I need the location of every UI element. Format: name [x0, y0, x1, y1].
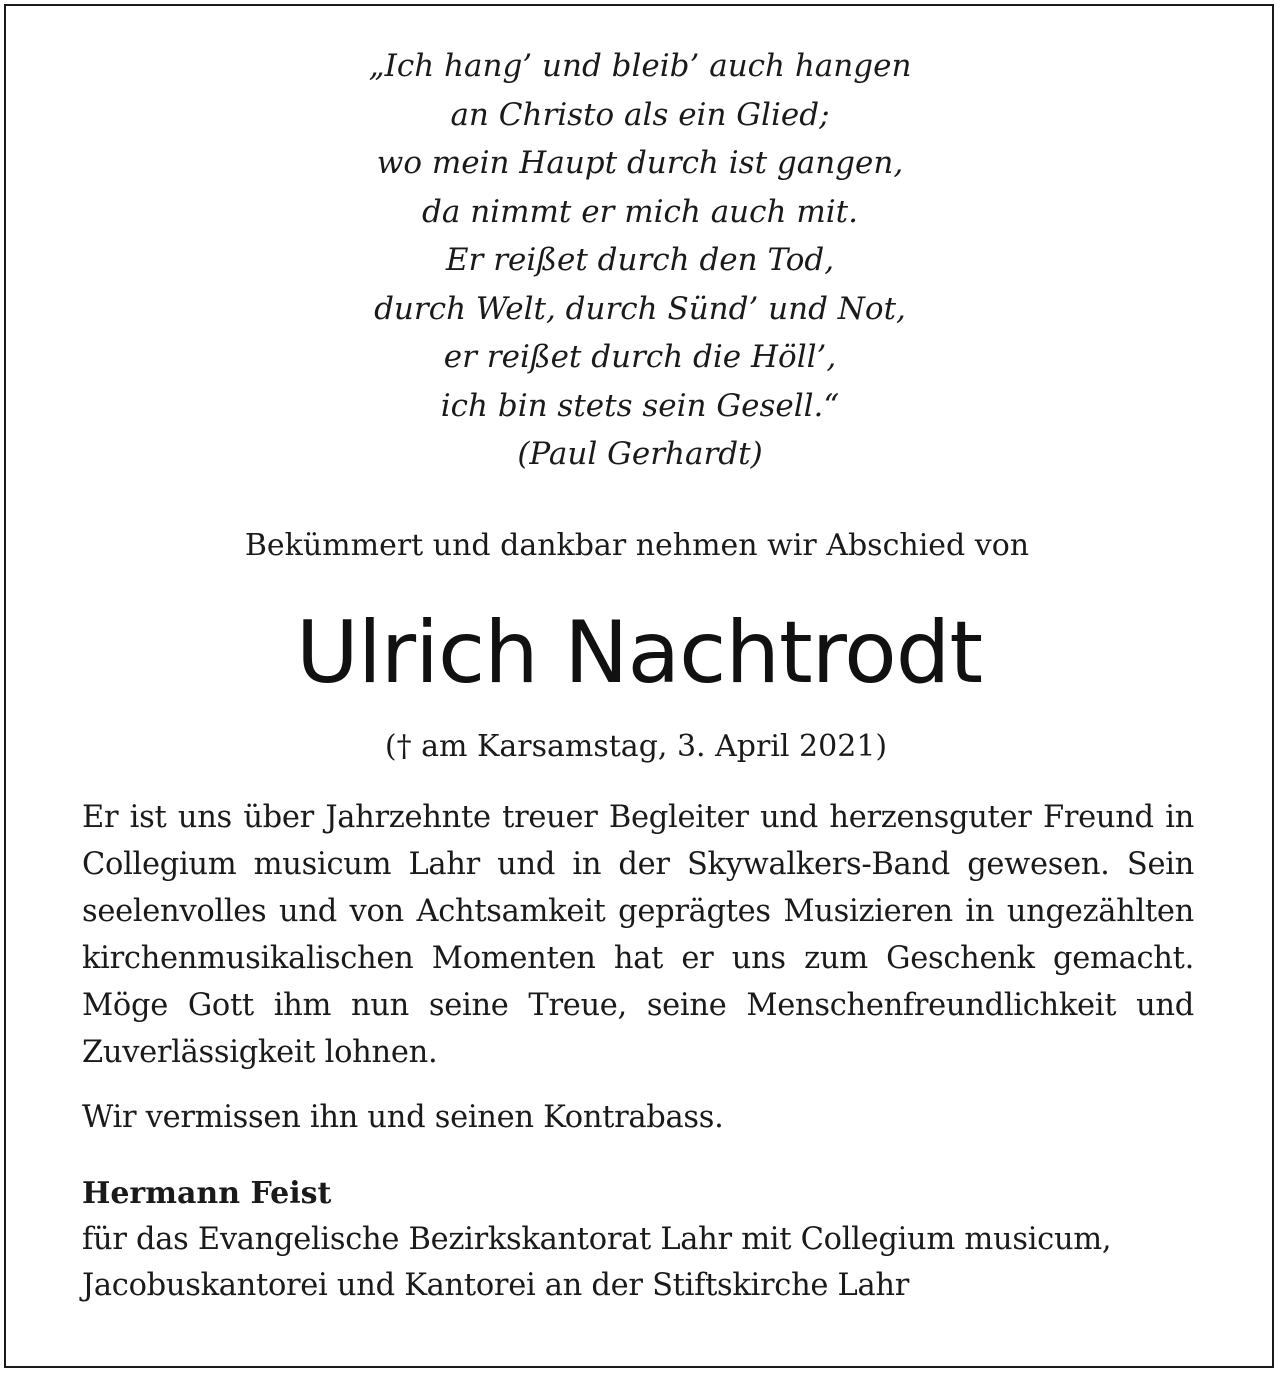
paragraph-line: Collegium musicum Lahr und in der Skywalkers-Band gewesen. Sein [82, 847, 1194, 882]
paragraph-line: kirchenmusikalischen Momenten hat er uns zum Geschenk gemacht. [82, 941, 1194, 976]
signatory-name: Hermann Feist [82, 1176, 332, 1211]
death-date: († am Karsamstag, 3. April 2021) [384, 729, 888, 764]
quote-line: Er reißet durch den Tod, [445, 242, 835, 278]
quote-line: „Ich hang’ und bleib’ auch hangen [368, 48, 912, 84]
signatory-affiliation-line: Jacobuskantorei und Kantorei an der Stiftskirche Lahr [82, 1268, 910, 1303]
quote-line: er reißet durch die Höll’, [443, 339, 837, 375]
quote-line: wo mein Haupt durch ist gangen, [376, 145, 904, 181]
hymn-quote [0, 42, 1280, 479]
intro-text: Bekümmert und dankbar nehmen wir Abschied von [244, 528, 1030, 563]
paragraph-line: seelenvolles und von Achtsamkeit geprägtes Musizieren in ungezählten [82, 894, 1194, 929]
paragraph-line: Möge Gott ihm nun seine Treue, seine Menschenfreundlichkeit und [82, 988, 1194, 1023]
quote-line: durch Welt, durch Sünd’ und Not, [374, 290, 906, 327]
quote-line: an Christo als ein Glied; [450, 96, 830, 133]
quote-line: ich bin stets sein Gesell.“ [440, 387, 840, 424]
tribute-paragraph [82, 794, 1194, 1076]
quote-line: da nimmt er mich auch mit. [422, 193, 858, 230]
signatory-affiliation-line: für das Evangelische Bezirkskantorat Lahr mit Collegium musicum, [82, 1222, 1112, 1257]
quote-attribution: (Paul Gerhardt) [517, 436, 763, 472]
paragraph-line: Er ist uns über Jahrzehnte treuer Begleiter und herzensguter Freund in [82, 800, 1194, 835]
deceased-name: Ulrich Nachtrodt [295, 603, 983, 703]
closing-sentence: Wir vermissen ihn und seinen Kontrabass. [82, 1100, 724, 1135]
paragraph-line: Zuverlässigkeit lohnen. [82, 1035, 438, 1070]
